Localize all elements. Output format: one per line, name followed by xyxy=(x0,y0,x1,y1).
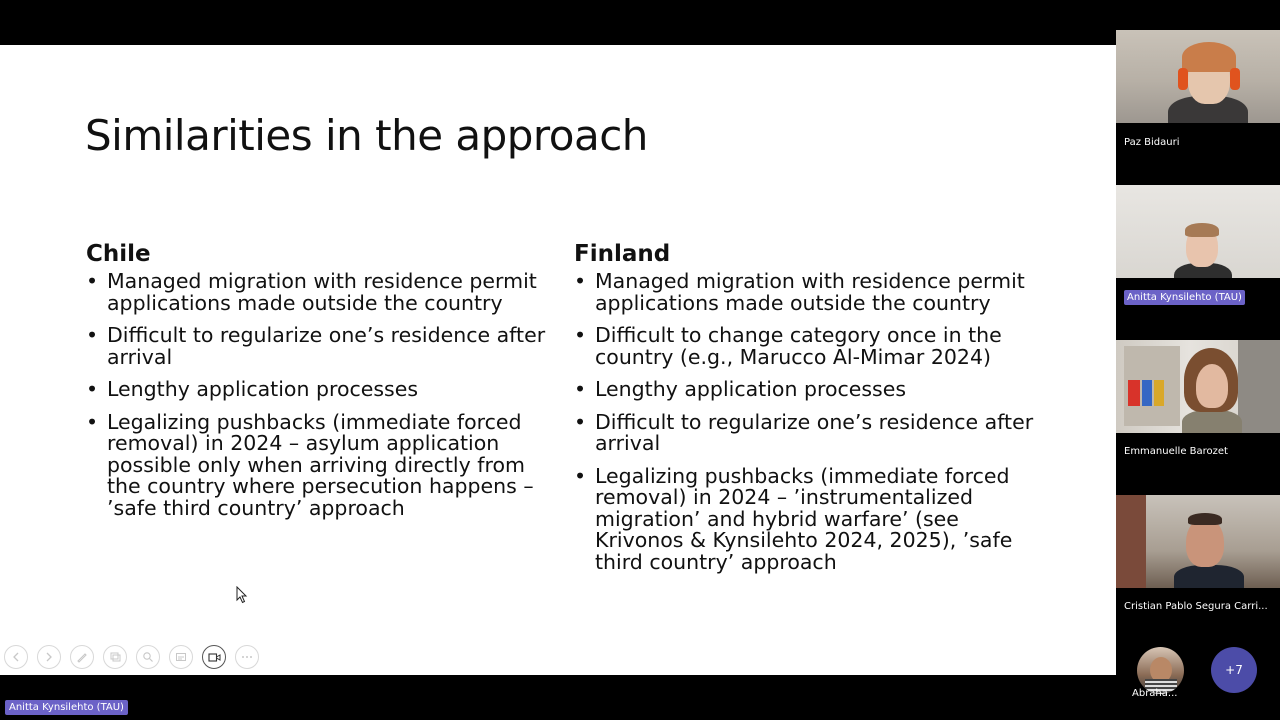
slide-toolbar xyxy=(4,645,259,669)
participant-video[interactable] xyxy=(1116,30,1280,123)
bullet-item: • Difficult to regularize one’s residence after arrival xyxy=(86,325,556,368)
participant-name: Anitta Kynsilehto (TAU) xyxy=(1124,290,1245,305)
bullet-item: • Lengthy application processes xyxy=(574,379,1044,401)
bullet-item: • Lengthy application processes xyxy=(86,379,556,401)
finland-column xyxy=(574,239,1044,584)
participant-name: Abraha... xyxy=(1132,688,1178,699)
chile-column xyxy=(86,239,556,530)
participant-name: Paz Bidauri xyxy=(1124,137,1180,148)
next-icon[interactable] xyxy=(37,645,61,669)
participant-video[interactable] xyxy=(1116,340,1280,433)
finland-bullet-list xyxy=(574,271,1044,573)
slides-icon[interactable] xyxy=(103,645,127,669)
bullet-item: • Managed migration with residence permit applications made outside the country xyxy=(574,271,1044,314)
camera-icon[interactable] xyxy=(202,645,226,669)
more-icon[interactable] xyxy=(235,645,259,669)
bullet-item: • Difficult to regularize one’s residence after arrival xyxy=(574,412,1044,455)
more-participants-button[interactable]: +7 xyxy=(1211,647,1257,693)
participant-name: Cristian Pablo Segura Carri... xyxy=(1124,601,1268,612)
participant-video[interactable] xyxy=(1116,495,1280,588)
zoom-icon[interactable] xyxy=(136,645,160,669)
speaker-name-badge: Anitta Kynsilehto (TAU) xyxy=(5,700,128,715)
mouse-pointer-icon xyxy=(236,586,248,604)
finland-heading: Finland xyxy=(574,241,671,267)
bullet-item: • Difficult to change category once in the country (e.g., Marucco Al-Mimar 2024) xyxy=(574,325,1044,368)
participant-video[interactable] xyxy=(1116,185,1280,278)
avatar[interactable] xyxy=(1137,647,1184,694)
chile-heading: Chile xyxy=(86,241,151,267)
previous-icon[interactable] xyxy=(4,645,28,669)
slide-title: Similarities in the approach xyxy=(85,111,648,160)
subtitles-icon[interactable] xyxy=(169,645,193,669)
bullet-item: • Managed migration with residence permit applications made outside the country xyxy=(86,271,556,314)
participant-name: Emmanuelle Barozet xyxy=(1124,446,1228,457)
chile-bullet-list xyxy=(86,271,556,519)
bullet-item: • Legalizing pushbacks (immediate forced removal) in 2024 – asylum application possible only when arriving directly from the country where persecution happens – ’safe third country’ approach xyxy=(86,412,556,520)
shared-slide xyxy=(0,45,1116,675)
bullet-item: • Legalizing pushbacks (immediate forced removal) in 2024 – ’instrumentalized migration’ and hybrid warfare’ (see Krivonos & Kynsilehto 2024, 2025), ’safe third country’ approach xyxy=(574,466,1044,574)
pen-icon[interactable] xyxy=(70,645,94,669)
